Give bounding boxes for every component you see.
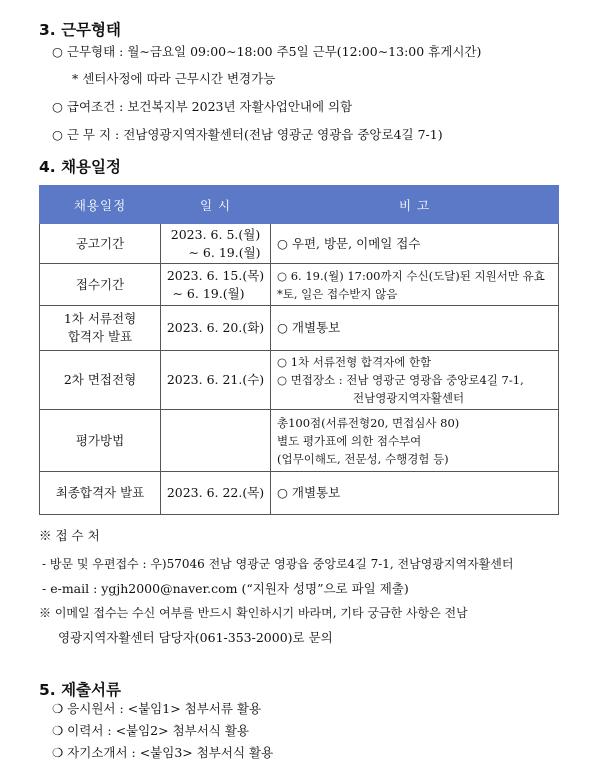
stage-cell: 공고기간 <box>40 224 161 264</box>
schedule-table <box>39 185 559 515</box>
table-row <box>40 351 559 410</box>
table-row <box>40 306 559 351</box>
date-cell: 2023. 6. 22.(목) <box>161 472 271 515</box>
reception-note-line2: 영광지역자활센터 담당자(061-353-2000)로 문의 <box>58 630 333 645</box>
table-row <box>40 224 559 264</box>
date-cell: 2023. 6. 20.(화) <box>161 306 271 351</box>
section3-title: 3. 근무형태 <box>39 21 121 39</box>
table-header-row <box>40 186 559 224</box>
workplace-item: ○ 근 무 지 : 전남영광지역자활센터(전남 영광군 영광읍 중앙로4길 7-1) <box>52 127 443 142</box>
document-item: ❍ 이력서 : <붙임2> 첨부서식 활용 <box>52 723 250 738</box>
document-item: ❍ 응시원서 : <붙임1> 첨부서류 활용 <box>52 701 262 716</box>
document-item: ❍ 자기소개서 : <붙임3> 첨부서식 활용 <box>52 745 274 760</box>
stage-cell: 접수기간 <box>40 264 161 306</box>
stage-cell: 최종합격자 발표 <box>40 472 161 515</box>
section4-title: 4. 채용일정 <box>39 158 121 176</box>
date-cell: 2023. 6. 21.(수) <box>161 351 271 410</box>
stage-cell: 2차 면접전형 <box>40 351 161 410</box>
table-row <box>40 410 559 472</box>
reception-title: ※ 접 수 처 <box>39 528 100 543</box>
header-stage: 채용일정 <box>40 186 161 224</box>
note-cell: ○ 우편, 방문, 이메일 접수 <box>271 224 559 264</box>
stage-cell: 1차 서류전형 합격자 발표 <box>40 306 161 351</box>
date-cell: 2023. 6. 15.(목) ∼ 6. 19.(월) <box>161 264 271 306</box>
header-note: 비 고 <box>271 186 559 224</box>
stage-cell: 평가방법 <box>40 410 161 472</box>
reception-email: - e-mail : ygjh2000@naver.com (“지원자 성명”으로 파일 제출) <box>42 581 409 596</box>
note-cell: ○ 6. 19.(월) 17:00까지 수신(도달)된 지원서만 유효 *토, 일은 접수받지 않음 <box>271 264 559 306</box>
note-cell: ○ 개별통보 <box>271 306 559 351</box>
section5-title: 5. 제출서류 <box>39 681 121 699</box>
note-cell: ○ 개별통보 <box>271 472 559 515</box>
note-cell: ○ 1차 서류전형 합격자에 한함 ○ 면접장소 : 전남 영광군 영광읍 중앙로4길 7-1, 전남영광지역자활센터 <box>271 351 559 410</box>
work-hours-item: ○ 근무형태 : 월∼금요일 09:00∼18:00 주5일 근무(12:00∼13:00 휴게시간) <box>52 44 482 59</box>
table-row <box>40 472 559 515</box>
note-cell: 총100점(서류전형20, 면접심사 80) 별도 평가표에 의한 점수부여 (업무이해도, 전문성, 수행경험 등) <box>271 410 559 472</box>
reception-note-line1: ※ 이메일 접수는 수신 여부를 반드시 확인하시기 바라며, 기타 궁금한 사항은 전남 <box>39 606 468 620</box>
header-date: 일 시 <box>161 186 271 224</box>
reception-visit-mail: - 방문 및 우편접수 : 우)57046 전남 영광군 영광읍 중앙로4길 7-1, 전남영광지역자활센터 <box>42 557 514 571</box>
date-cell <box>161 410 271 472</box>
date-cell: 2023. 6. 5.(월) ∼ 6. 19.(월) <box>161 224 271 264</box>
table-row <box>40 264 559 306</box>
work-hours-note: * 센터사정에 따라 근무시간 변경가능 <box>72 71 276 86</box>
salary-item: ○ 급여조건 : 보건복지부 2023년 자활사업안내에 의함 <box>52 99 353 114</box>
